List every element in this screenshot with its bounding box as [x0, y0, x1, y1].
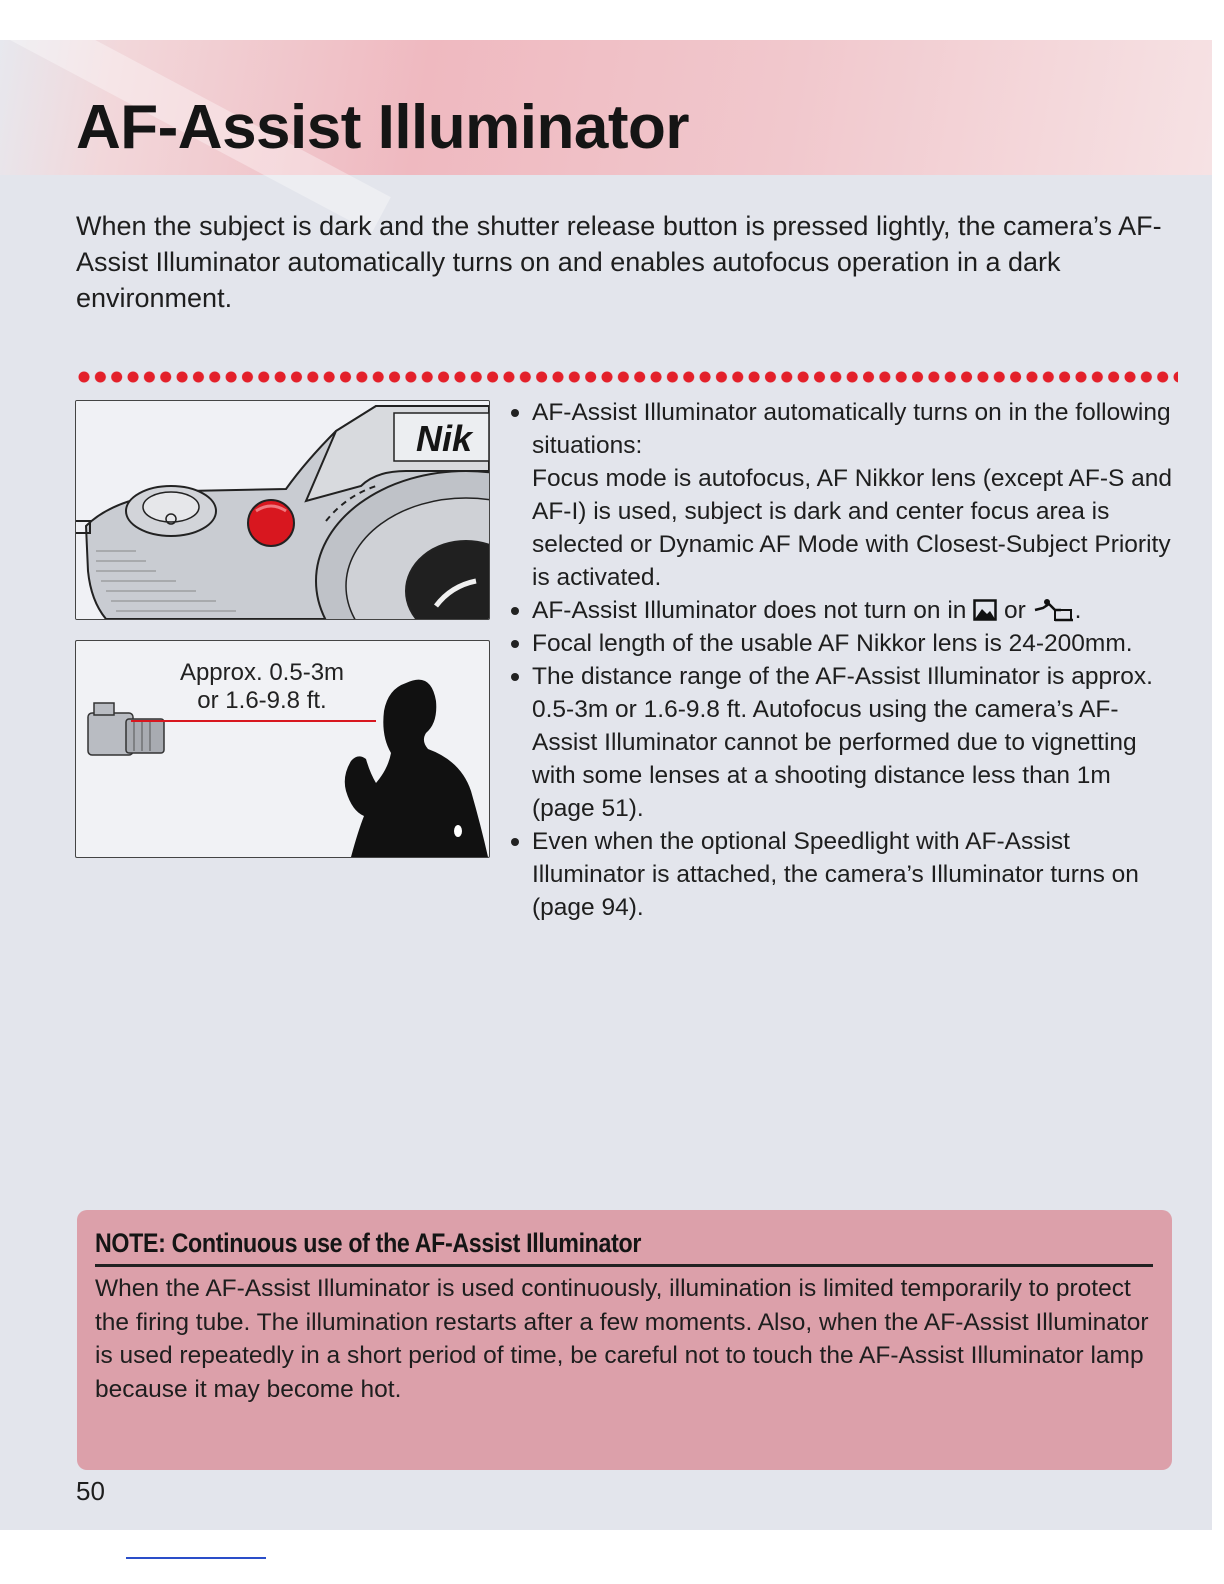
list-item [508, 396, 1178, 594]
list-item [508, 594, 1178, 627]
distance-label-feet: or 1.6-9.8 ft. [197, 687, 327, 714]
distance-illustration [75, 640, 490, 858]
note-box [77, 1210, 1172, 1470]
bottom-rule [126, 1557, 266, 1559]
distance-label-metric: Approx. 0.5-3m [179, 659, 345, 686]
sports-mode-icon [1033, 598, 1075, 622]
list-item: Even when the optional Speedlight with AF-Assist Illuminator is attached, the camera’s Illuminator turns on (page 94). [508, 825, 1178, 924]
manual-page [0, 40, 1212, 1530]
page-number: 50 [76, 1476, 105, 1506]
bullet-list [508, 396, 1178, 924]
list-item: The distance range of the AF-Assist Illuminator is approx. 0.5-3m or 1.6-9.8 ft. Autofocus using the camera’s AF-Assist Illuminator cannot be performed due to vignetting with some lenses at a shooting distance less than 1m (page 51). [508, 660, 1178, 825]
camera-brand-text: Nik [416, 418, 473, 459]
bullet-2-text: AF-Assist Illuminator does not turn on in [532, 597, 967, 624]
distance-label [142, 659, 382, 715]
dotted-divider [78, 370, 1178, 384]
page-title: AF-Assist Illuminator [76, 93, 690, 162]
note-divider [95, 1264, 1153, 1267]
note-title: NOTE: Continuous use of the AF-Assist Illuminator [95, 1228, 642, 1258]
list-item: Focal length of the usable AF Nikkor lens is 24-200mm. [508, 627, 1178, 660]
intro-paragraph: When the subject is dark and the shutter release button is pressed lightly, the camera’s AF-Assist Illuminator automatically turns on and enables autofocus operation in a dark environment. [76, 211, 1162, 313]
note-body: When the AF-Assist Illuminator is used continuously, illumination is limited temporarily to protect the firing tube. The illumination restarts after a few moments. Also, when the AF-Assist Illuminator is used repeatedly in a short period of time, be careful not to touch the AF-Assist Illuminator lamp because it may become hot. [95, 1275, 1149, 1403]
landscape-mode-icon [973, 599, 997, 621]
camera-illustration [75, 400, 490, 620]
bullet-2-period: . [1074, 597, 1082, 624]
bullet-1-intro: AF-Assist Illuminator automatically turns on in the following situations: [532, 399, 1171, 459]
bullet-2-or: or [1004, 597, 1026, 624]
bullet-1-conditions: Focus mode is autofocus, AF Nikkor lens (except AF-S and AF-I) is used, subject is dark and center focus area is selected or Dynamic AF Mode with Closest-Subject Priority is activated. [532, 465, 1173, 591]
